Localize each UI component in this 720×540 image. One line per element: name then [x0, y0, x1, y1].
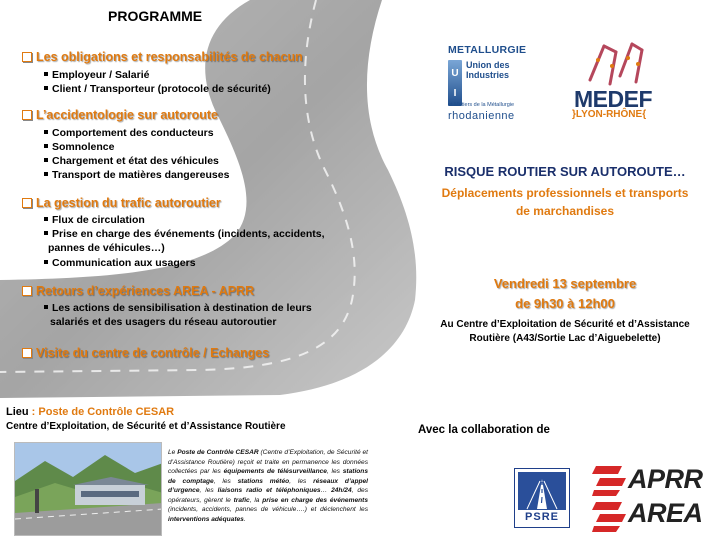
uimm-subtitle: et Métiers de la Métallurgie	[448, 102, 515, 108]
bullet-item: Les actions de sensibilisation à destination de leurs	[44, 301, 312, 315]
psre-logo	[514, 468, 570, 528]
aprr-area-logo	[592, 462, 710, 534]
bullet-item-continuation: pannes de véhicules…)	[48, 242, 165, 254]
section-heading-accidentologie: L’accidentologie sur autoroute	[22, 108, 218, 122]
bullet-square-icon	[44, 72, 48, 76]
uimm-letters: U I	[451, 68, 459, 99]
bullet-square-icon	[44, 305, 48, 309]
bullet-square-icon	[44, 217, 48, 221]
bullet-square-icon	[44, 86, 48, 90]
location-name: Poste de Contrôle CESAR	[38, 406, 175, 418]
checkbox-icon	[22, 52, 32, 62]
bullet-square-icon	[44, 144, 48, 148]
checkbox-icon	[22, 348, 32, 358]
bullet-item: Somnolence	[44, 140, 114, 154]
bullet-item: Comportement des conducteurs	[44, 126, 214, 140]
aprr-text: APRR	[628, 464, 703, 494]
bullet-item: Communication aux usagers	[44, 256, 196, 270]
uimm-logo	[430, 44, 530, 124]
bullet-square-icon	[44, 172, 48, 176]
section-heading-retours: Retours d’expériences AREA - APRR	[22, 284, 254, 298]
bullet-square-icon	[44, 231, 48, 235]
location-line: Lieu : Poste de Contrôle CESAR	[6, 406, 175, 418]
uimm-region: rhodanienne	[448, 110, 515, 122]
event-venue: Au Centre d’Exploitation de Sécurité et d’Assistance Routière (A43/Sortie Lac d’Aiguebelette)	[440, 319, 690, 344]
uimm-union: Union des Industries	[466, 60, 510, 80]
medef-logo	[570, 40, 660, 125]
event-time: de 9h30 à 12h00	[515, 296, 615, 311]
bullet-square-icon	[44, 158, 48, 162]
aprr-stripes-icon	[592, 462, 626, 534]
uimm-title: METALLURGIE	[448, 44, 527, 56]
event-title: RISQUE ROUTIER SUR AUTOROUTE…	[444, 164, 686, 179]
section-heading-visite: Visite du centre de contrôle / Echanges	[22, 346, 269, 360]
bullet-item: Transport de matières dangereuses	[44, 168, 229, 182]
event-subtitle: Déplacements professionnels et transports de marchandises	[441, 186, 689, 218]
bullet-square-icon	[44, 260, 48, 264]
bullet-item: Flux de circulation	[44, 213, 145, 227]
bullet-item-continuation: salariés et des usagers du réseau autoroutier	[50, 316, 277, 328]
bullet-item: Client / Transporteur (protocole de sécurité)	[44, 82, 271, 96]
bullet-item: Chargement et état des véhicules	[44, 154, 219, 168]
bullet-item: Employeur / Salarié	[44, 68, 149, 82]
medef-chain-icon	[570, 40, 660, 88]
checkbox-icon	[22, 198, 32, 208]
checkbox-icon	[22, 286, 32, 296]
section-heading-gestion-trafic: La gestion du trafic autoroutier	[22, 196, 221, 210]
location-address: Centre d’Exploitation, de Sécurité et d’Assistance Routière	[6, 421, 286, 432]
checkbox-icon	[22, 110, 32, 120]
section-heading-obligations: Les obligations et responsabilités de chacun	[22, 50, 303, 64]
bullet-item: Prise en charge des événements (incidents, accidents,	[44, 227, 325, 241]
medef-region: }LYON-RHÔNE{	[572, 109, 647, 120]
area-text: AREA	[628, 498, 703, 528]
collaboration-label: Avec la collaboration de	[418, 424, 550, 436]
psre-label: PSRE	[525, 511, 559, 523]
medef-name: MEDEF	[574, 86, 652, 112]
control-center-photo	[14, 442, 162, 536]
event-date: Vendredi 13 septembre	[493, 276, 637, 291]
programme-title: PROGRAMME	[108, 8, 203, 24]
bullet-square-icon	[44, 130, 48, 134]
control-center-description: Le Poste de Contrôle CESAR (Centre d’Exploitation, de Sécurité et d’Assistance Routière) reçoit et traite en permanence les données collectées par les équipements de télésurveillance, les stations de comptage, les stations météo, les réseaux d’appel d’urgence, les liaisons radio et téléphoniques… 24h/24, des opérateurs, gèrent le trafic, la prise en charge des événements (incidents, accidents, pannes de véhicule….) et déclenchent les interventions adéquates.	[168, 449, 368, 523]
